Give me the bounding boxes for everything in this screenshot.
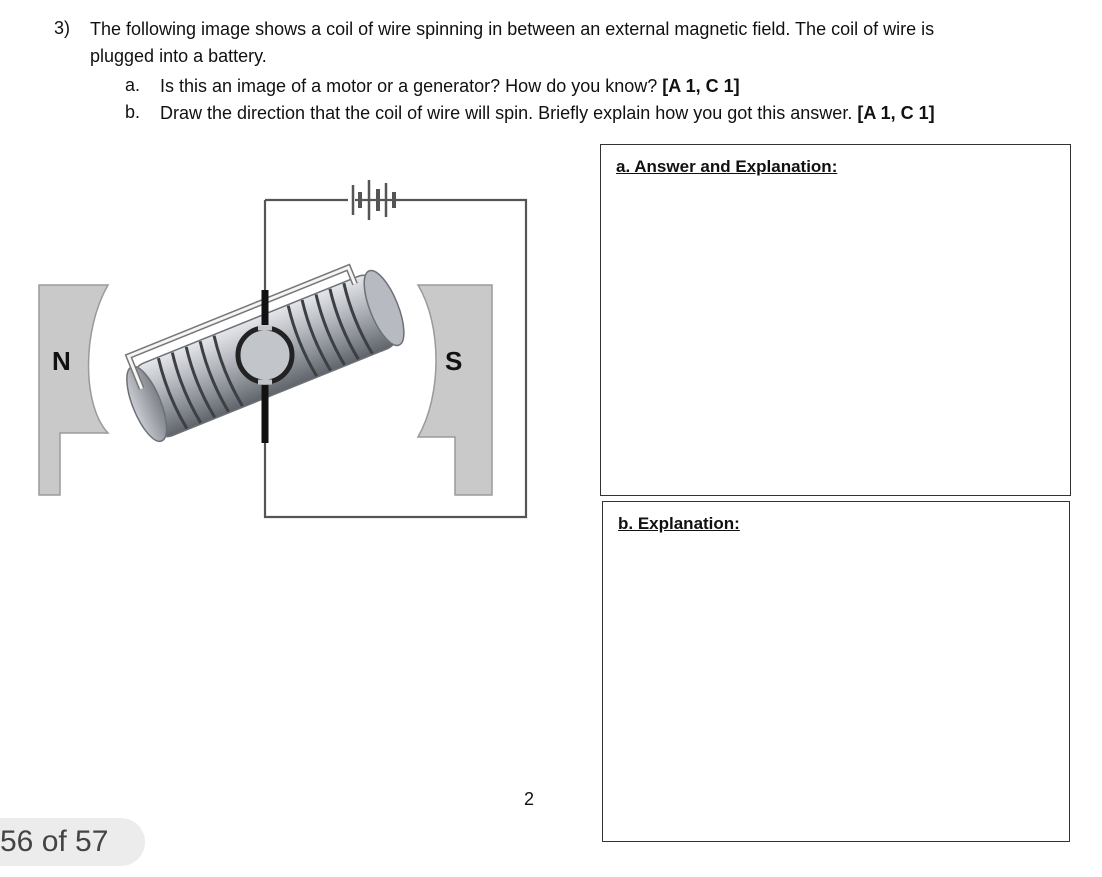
part-a-question: Is this an image of a motor or a generator? How do you know?	[160, 76, 663, 96]
answer-box-a[interactable]	[600, 144, 1071, 496]
north-label: N	[52, 346, 71, 376]
answer-box-b[interactable]	[602, 501, 1070, 842]
answer-box-b-title: b. Explanation:	[618, 514, 740, 533]
part-b-question: Draw the direction that the coil of wire will spin. Briefly explain how you got this answer.	[160, 103, 858, 123]
motor-diagram	[30, 165, 570, 535]
north-magnet	[39, 285, 108, 495]
page-counter-badge: 56 of 57	[0, 818, 145, 866]
answer-box-a-title: a. Answer and Explanation:	[616, 157, 838, 176]
part-b-label: b.	[125, 102, 141, 122]
part-a-text	[160, 75, 740, 97]
question-text-line2: plugged into a battery.	[90, 46, 267, 66]
south-magnet	[418, 285, 492, 495]
part-a-rubric: [A 1, C 1]	[662, 76, 740, 96]
part-a-label: a.	[125, 75, 141, 95]
question-number: 3)	[54, 18, 71, 38]
page-number: 2	[524, 789, 535, 809]
part-b-rubric: [A 1, C 1]	[857, 103, 935, 123]
question-text-line1: The following image shows a coil of wire spinning in between an external magnetic field. The coil of wire is	[90, 19, 935, 39]
part-b-text	[160, 102, 935, 124]
commutator	[238, 328, 292, 382]
south-label: S	[445, 346, 463, 376]
